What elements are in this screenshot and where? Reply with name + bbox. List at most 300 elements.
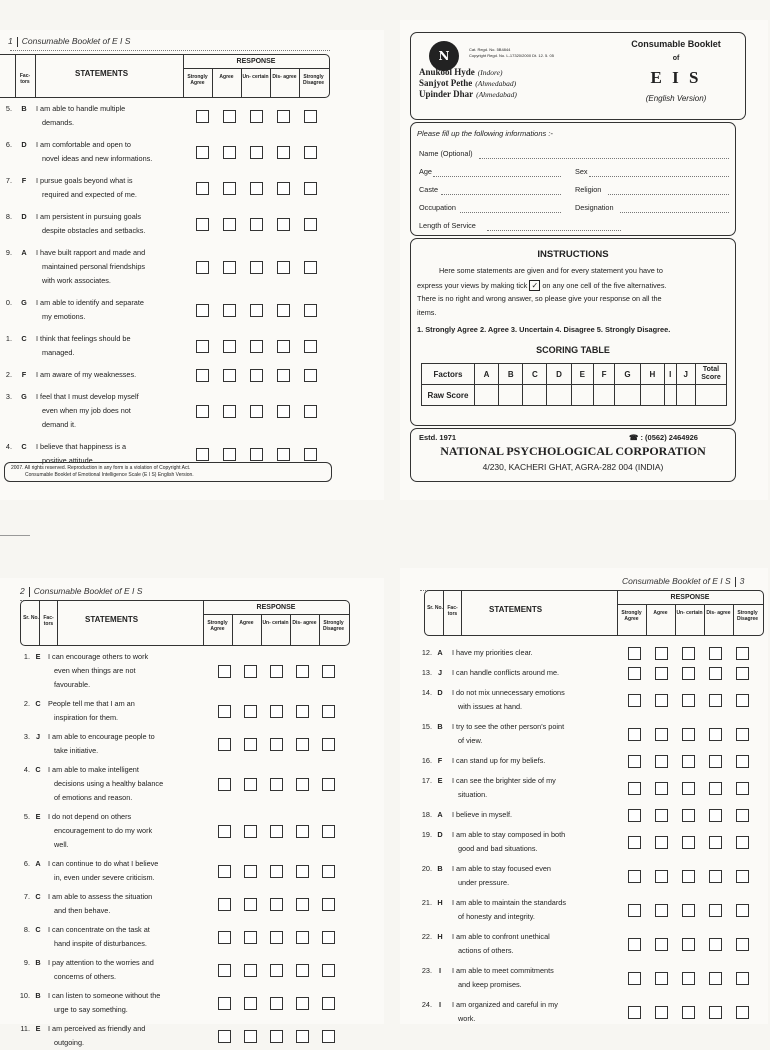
- response-checkbox[interactable]: [709, 1006, 722, 1019]
- item-number: 9.: [23, 958, 30, 967]
- table-header: [20, 600, 350, 646]
- response-checkbox[interactable]: [244, 865, 257, 878]
- item-number: 1.: [23, 652, 30, 661]
- response-checkbox[interactable]: [250, 110, 263, 123]
- item-text: I have built rapport and made and: [36, 248, 146, 257]
- info-field-label: Caste: [419, 185, 439, 194]
- response-checkbox[interactable]: [709, 694, 722, 707]
- response-checkbox[interactable]: [296, 898, 309, 911]
- item-factor: C: [35, 765, 41, 774]
- info-field-label: Age: [419, 167, 432, 176]
- score-input-cell[interactable]: [571, 385, 594, 406]
- response-checkbox[interactable]: [250, 448, 263, 461]
- statement-row: [0, 296, 370, 324]
- score-factor-cell: H: [640, 364, 664, 385]
- response-checkbox[interactable]: [736, 782, 749, 795]
- response-checkbox[interactable]: [296, 997, 309, 1010]
- scoring-table: [421, 363, 727, 406]
- response-checkbox[interactable]: [682, 904, 695, 917]
- statement-row: [0, 332, 370, 360]
- response-checkbox[interactable]: [244, 738, 257, 751]
- item-number: 14.: [421, 688, 432, 697]
- response-checkbox[interactable]: [709, 782, 722, 795]
- response-checkbox[interactable]: [244, 931, 257, 944]
- statements-heading: STATEMENTS: [85, 615, 139, 624]
- item-text: despite obstacles and setbacks.: [42, 226, 146, 235]
- item-text: and then behave.: [54, 906, 111, 915]
- item-text: I do not mix unnecessary emotions: [452, 688, 565, 697]
- response-checkbox[interactable]: [223, 182, 236, 195]
- info-field-input[interactable]: [620, 212, 729, 213]
- response-checkbox[interactable]: [270, 898, 283, 911]
- response-checkbox[interactable]: [250, 261, 263, 274]
- response-checkbox[interactable]: [322, 825, 335, 838]
- version-label: (English Version): [645, 94, 707, 103]
- item-text: I do not depend on others: [48, 812, 132, 821]
- response-checkbox[interactable]: [196, 448, 209, 461]
- response-checkbox[interactable]: [304, 405, 317, 418]
- response-checkbox[interactable]: [322, 931, 335, 944]
- response-checkbox[interactable]: [270, 997, 283, 1010]
- response-checkbox[interactable]: [322, 778, 335, 791]
- item-factor: D: [437, 688, 443, 697]
- response-checkbox[interactable]: [223, 369, 236, 382]
- response-checkbox[interactable]: [296, 1030, 309, 1043]
- response-checkbox[interactable]: [736, 938, 749, 951]
- response-checkbox[interactable]: [736, 972, 749, 985]
- item-text: of view.: [458, 736, 483, 745]
- response-checkbox[interactable]: [709, 755, 722, 768]
- response-checkbox[interactable]: [270, 665, 283, 678]
- response-checkbox[interactable]: [682, 809, 695, 822]
- response-checkbox[interactable]: [682, 728, 695, 741]
- item-text: novel ideas and new informations.: [42, 154, 153, 163]
- response-checkbox[interactable]: [244, 825, 257, 838]
- response-checkbox[interactable]: [223, 304, 236, 317]
- response-checkbox[interactable]: [196, 182, 209, 195]
- item-text: decisions using a healthy balance: [54, 779, 164, 788]
- item-factor: J: [35, 732, 41, 741]
- info-field-input[interactable]: [460, 212, 561, 213]
- info-field-input[interactable]: [433, 176, 561, 177]
- response-checkbox[interactable]: [682, 1006, 695, 1019]
- response-checkbox[interactable]: [682, 938, 695, 951]
- response-checkbox[interactable]: [296, 778, 309, 791]
- response-checkbox[interactable]: [736, 694, 749, 707]
- item-text: I pursue goals beyond what is: [36, 176, 133, 185]
- response-checkbox[interactable]: [655, 836, 668, 849]
- response-checkbox[interactable]: [709, 870, 722, 883]
- response-checkbox[interactable]: [709, 667, 722, 680]
- score-input-cell[interactable]: [475, 385, 499, 406]
- response-checkbox[interactable]: [218, 738, 231, 751]
- author-list: [419, 67, 517, 100]
- response-checkbox[interactable]: [196, 146, 209, 159]
- statement-row: [400, 998, 770, 1026]
- response-checkbox[interactable]: [709, 728, 722, 741]
- score-input-cell[interactable]: [547, 385, 571, 406]
- info-field-label: Length of Service: [419, 221, 476, 230]
- response-checkbox[interactable]: [270, 738, 283, 751]
- item-text: I am able to stay focused even: [452, 864, 551, 873]
- response-checkbox[interactable]: [628, 667, 641, 680]
- response-checkbox[interactable]: [244, 778, 257, 791]
- response-checkbox[interactable]: [244, 997, 257, 1010]
- score-factor-cell: E: [571, 364, 594, 385]
- response-checkbox[interactable]: [628, 728, 641, 741]
- column-rule: [15, 55, 16, 97]
- instruction-line: express your views by making tick ✓ on any one cell of the five alternatives.: [417, 281, 667, 290]
- statement-row: [0, 210, 370, 238]
- response-checkbox[interactable]: [304, 304, 317, 317]
- response-checkbox[interactable]: [270, 1030, 283, 1043]
- response-checkbox[interactable]: [304, 110, 317, 123]
- response-checkbox[interactable]: [218, 705, 231, 718]
- response-checkbox[interactable]: [296, 865, 309, 878]
- publisher-card: [410, 428, 736, 482]
- score-input-cell[interactable]: [615, 385, 641, 406]
- response-checkbox[interactable]: [270, 931, 283, 944]
- response-checkbox[interactable]: [322, 738, 335, 751]
- response-checkbox[interactable]: [682, 694, 695, 707]
- response-checkbox[interactable]: [296, 964, 309, 977]
- response-checkbox[interactable]: [628, 647, 641, 660]
- factors-heading: Fac- tors: [43, 615, 54, 627]
- response-checkbox[interactable]: [196, 218, 209, 231]
- response-checkbox[interactable]: [250, 304, 263, 317]
- response-checkbox[interactable]: [244, 964, 257, 977]
- response-checkbox[interactable]: [736, 667, 749, 680]
- response-checkbox[interactable]: [218, 1030, 231, 1043]
- response-checkbox[interactable]: [223, 218, 236, 231]
- response-checkbox[interactable]: [304, 218, 317, 231]
- response-checkbox[interactable]: [277, 261, 290, 274]
- sr-no-heading: Sr. No.: [23, 615, 39, 621]
- response-checkbox[interactable]: [628, 782, 641, 795]
- item-text: I am perceived as friendly and: [48, 1024, 146, 1033]
- item-number: 17.: [421, 776, 432, 785]
- response-checkbox[interactable]: [628, 1006, 641, 1019]
- response-checkbox[interactable]: [736, 836, 749, 849]
- response-checkbox[interactable]: [244, 898, 257, 911]
- info-field-input[interactable]: [441, 194, 561, 195]
- statement-row: [0, 810, 370, 852]
- response-checkbox[interactable]: [709, 972, 722, 985]
- info-field-input[interactable]: [487, 230, 621, 231]
- tick-box-icon: ✓: [529, 280, 540, 291]
- author-line: [419, 78, 517, 89]
- response-checkbox[interactable]: [682, 647, 695, 660]
- response-checkbox[interactable]: [709, 809, 722, 822]
- response-checkbox[interactable]: [682, 836, 695, 849]
- response-checkbox[interactable]: [304, 182, 317, 195]
- item-factor: A: [437, 810, 443, 819]
- response-checkbox[interactable]: [628, 870, 641, 883]
- statement-row: [400, 896, 770, 924]
- statement-row: [400, 964, 770, 992]
- booklet-title: Consumable Booklet: [631, 39, 721, 49]
- response-checkbox[interactable]: [655, 938, 668, 951]
- response-checkbox[interactable]: [250, 146, 263, 159]
- header-rule: [617, 604, 763, 605]
- response-checkbox[interactable]: [655, 972, 668, 985]
- copyright-footer: [4, 462, 332, 482]
- response-checkbox[interactable]: [218, 997, 231, 1010]
- response-checkbox[interactable]: [270, 964, 283, 977]
- item-text: I can stand up for my beliefs.: [452, 756, 546, 765]
- response-checkbox[interactable]: [628, 809, 641, 822]
- item-text: required and expected of me.: [42, 190, 137, 199]
- response-checkbox[interactable]: [218, 964, 231, 977]
- author-name: Upinder Dhar: [419, 89, 474, 99]
- response-checkbox[interactable]: [628, 836, 641, 849]
- column-rule: [461, 591, 462, 635]
- item-text: I am able to handle multiple: [36, 104, 126, 113]
- response-option-heading: Agree: [239, 620, 254, 626]
- response-checkbox[interactable]: [709, 647, 722, 660]
- response-checkbox[interactable]: [655, 667, 668, 680]
- response-checkbox[interactable]: [304, 340, 317, 353]
- response-checkbox[interactable]: [655, 904, 668, 917]
- statement-row: [400, 720, 770, 748]
- running-header: [20, 586, 142, 597]
- score-factor-cell: I: [665, 364, 677, 385]
- score-factor-cell: G: [615, 364, 641, 385]
- response-checkbox[interactable]: [304, 146, 317, 159]
- response-checkbox[interactable]: [655, 782, 668, 795]
- score-factor-cell: B: [499, 364, 523, 385]
- statement-row: [0, 890, 370, 918]
- response-checkbox[interactable]: [736, 809, 749, 822]
- item-text: I am organized and careful in my: [452, 1000, 558, 1009]
- score-input-cell[interactable]: [523, 385, 547, 406]
- item-number: 5.: [23, 812, 30, 821]
- response-checkbox[interactable]: [682, 667, 695, 680]
- response-checkbox[interactable]: [322, 964, 335, 977]
- item-text: I am able to stay composed in both: [452, 830, 566, 839]
- response-checkbox[interactable]: [304, 369, 317, 382]
- response-checkbox[interactable]: [218, 778, 231, 791]
- info-field-input[interactable]: [589, 176, 729, 177]
- response-checkbox[interactable]: [250, 218, 263, 231]
- response-checkbox[interactable]: [223, 261, 236, 274]
- statement-row: [0, 368, 370, 382]
- item-factor: G: [21, 392, 27, 401]
- response-checkbox[interactable]: [655, 694, 668, 707]
- score-factor-cell: J: [676, 364, 695, 385]
- item-text: demand it.: [42, 420, 77, 429]
- author-line: [419, 67, 517, 78]
- item-factor: D: [21, 140, 27, 149]
- response-checkbox[interactable]: [196, 261, 209, 274]
- response-checkbox[interactable]: [655, 1006, 668, 1019]
- response-checkbox[interactable]: [277, 304, 290, 317]
- response-checkbox[interactable]: [223, 405, 236, 418]
- response-checkbox[interactable]: [628, 972, 641, 985]
- response-checkbox[interactable]: [296, 738, 309, 751]
- item-text: I can continue to do what I believe: [48, 859, 159, 868]
- statement-row: [400, 646, 770, 660]
- info-field-input[interactable]: [608, 194, 729, 195]
- instructions-card: [410, 238, 736, 426]
- scale-name: E I S: [650, 68, 702, 87]
- response-checkbox[interactable]: [223, 340, 236, 353]
- item-text: I can handle conflicts around me.: [452, 668, 560, 677]
- item-text: I am persistent in pursuing goals: [36, 212, 142, 221]
- statement-row: [400, 828, 770, 856]
- response-checkbox[interactable]: [250, 340, 263, 353]
- response-checkbox[interactable]: [682, 870, 695, 883]
- score-input-cell[interactable]: [665, 385, 677, 406]
- response-checkbox[interactable]: [682, 782, 695, 795]
- item-factor: E: [35, 652, 41, 661]
- item-factor: E: [35, 812, 41, 821]
- item-number: 8.: [23, 925, 30, 934]
- response-checkbox[interactable]: [250, 369, 263, 382]
- response-checkbox[interactable]: [709, 938, 722, 951]
- response-checkbox[interactable]: [196, 405, 209, 418]
- response-option-heading: Un- certain: [676, 610, 703, 616]
- response-option-heading: Un- certain: [242, 74, 269, 80]
- response-checkbox[interactable]: [277, 218, 290, 231]
- item-text: of honesty and integrity.: [458, 912, 535, 921]
- response-checkbox[interactable]: [304, 261, 317, 274]
- response-checkbox[interactable]: [628, 694, 641, 707]
- response-checkbox[interactable]: [270, 705, 283, 718]
- response-checkbox[interactable]: [296, 931, 309, 944]
- response-checkbox[interactable]: [218, 665, 231, 678]
- response-checkbox[interactable]: [709, 836, 722, 849]
- item-text: inspiration for them.: [54, 713, 119, 722]
- response-checkbox[interactable]: [655, 870, 668, 883]
- response-checkbox[interactable]: [296, 705, 309, 718]
- response-checkbox[interactable]: [223, 146, 236, 159]
- response-checkbox[interactable]: [628, 938, 641, 951]
- response-checkbox[interactable]: [244, 705, 257, 718]
- response-checkbox[interactable]: [322, 865, 335, 878]
- table-header: [424, 590, 764, 636]
- item-number: 3.: [23, 732, 30, 741]
- response-checkbox[interactable]: [218, 825, 231, 838]
- score-input-cell[interactable]: [594, 385, 615, 406]
- response-checkbox[interactable]: [322, 898, 335, 911]
- response-checkbox[interactable]: [682, 755, 695, 768]
- response-checkbox[interactable]: [628, 755, 641, 768]
- response-heading: RESPONSE: [670, 594, 710, 601]
- item-text: I believe that happiness is a: [36, 442, 127, 451]
- table-header: [0, 54, 330, 98]
- response-checkbox[interactable]: [736, 1006, 749, 1019]
- response-checkbox[interactable]: [270, 778, 283, 791]
- score-input-cell[interactable]: [676, 385, 695, 406]
- item-text: I am able to identify and separate: [36, 298, 144, 307]
- score-factor-cell: A: [475, 364, 499, 385]
- response-checkbox[interactable]: [218, 931, 231, 944]
- response-checkbox[interactable]: [270, 825, 283, 838]
- statement-row: [400, 774, 770, 802]
- statement-row: [0, 923, 370, 951]
- response-checkbox[interactable]: [196, 369, 209, 382]
- response-checkbox[interactable]: [218, 898, 231, 911]
- response-checkbox[interactable]: [322, 665, 335, 678]
- response-checkbox[interactable]: [296, 665, 309, 678]
- response-checkbox[interactable]: [322, 1030, 335, 1043]
- response-checkbox[interactable]: [250, 182, 263, 195]
- response-checkbox[interactable]: [655, 728, 668, 741]
- item-factor: H: [437, 898, 443, 907]
- score-input-cell[interactable]: [499, 385, 523, 406]
- running-title: Consumable Booklet of E I S: [21, 36, 131, 46]
- info-field-label: Designation: [575, 203, 614, 212]
- score-factors-label: Factors: [422, 364, 475, 385]
- response-checkbox[interactable]: [655, 647, 668, 660]
- response-checkbox[interactable]: [244, 665, 257, 678]
- response-scale: 1. Strongly Agree 2. Agree 3. Uncertain 4. Disagree 5. Strongly Disagree.: [417, 325, 671, 334]
- item-text: demands.: [42, 118, 75, 127]
- established-year: Estd. 1971: [419, 433, 457, 442]
- response-checkbox[interactable]: [736, 647, 749, 660]
- info-field-input[interactable]: [479, 158, 729, 159]
- response-checkbox[interactable]: [322, 705, 335, 718]
- statement-row: [400, 862, 770, 890]
- item-number: 10.: [19, 991, 30, 1000]
- response-checkbox[interactable]: [196, 110, 209, 123]
- response-checkbox[interactable]: [218, 865, 231, 878]
- column-rule: [675, 604, 676, 635]
- item-text: I believe in myself.: [452, 810, 513, 819]
- response-checkbox[interactable]: [277, 110, 290, 123]
- response-checkbox[interactable]: [296, 825, 309, 838]
- response-checkbox[interactable]: [244, 1030, 257, 1043]
- response-checkbox[interactable]: [736, 870, 749, 883]
- response-checkbox[interactable]: [270, 865, 283, 878]
- page-number: 1: [8, 36, 13, 46]
- response-checkbox[interactable]: [709, 904, 722, 917]
- response-checkbox[interactable]: [223, 110, 236, 123]
- response-option-heading: Dis- agree: [706, 610, 731, 616]
- item-number: 2.: [5, 370, 12, 379]
- item-text: People tell me that I am an: [48, 699, 135, 708]
- item-factor: C: [35, 699, 41, 708]
- item-number: 4.: [5, 442, 12, 451]
- response-checkbox[interactable]: [277, 182, 290, 195]
- response-checkbox[interactable]: [277, 405, 290, 418]
- response-checkbox[interactable]: [655, 755, 668, 768]
- page-number: 3: [739, 576, 745, 586]
- response-option-heading: Strongly Agree: [621, 610, 642, 622]
- response-checkbox[interactable]: [223, 448, 236, 461]
- response-checkbox[interactable]: [196, 340, 209, 353]
- response-checkbox[interactable]: [736, 904, 749, 917]
- response-checkbox[interactable]: [628, 904, 641, 917]
- response-checkbox[interactable]: [277, 448, 290, 461]
- score-input-cell[interactable]: [640, 385, 664, 406]
- response-checkbox[interactable]: [736, 728, 749, 741]
- response-checkbox[interactable]: [196, 304, 209, 317]
- response-checkbox[interactable]: [304, 448, 317, 461]
- score-total-cell[interactable]: [696, 385, 727, 406]
- page-two: [0, 578, 384, 1047]
- response-checkbox[interactable]: [250, 405, 263, 418]
- response-checkbox[interactable]: [277, 369, 290, 382]
- response-checkbox[interactable]: [277, 146, 290, 159]
- copyright-line: 2007. All rights reserved. Reproduction in any form is a violation of Copyright Act.: [11, 465, 191, 471]
- response-checkbox[interactable]: [277, 340, 290, 353]
- response-checkbox[interactable]: [655, 809, 668, 822]
- response-checkbox[interactable]: [322, 997, 335, 1010]
- response-checkbox[interactable]: [682, 972, 695, 985]
- response-checkbox[interactable]: [736, 755, 749, 768]
